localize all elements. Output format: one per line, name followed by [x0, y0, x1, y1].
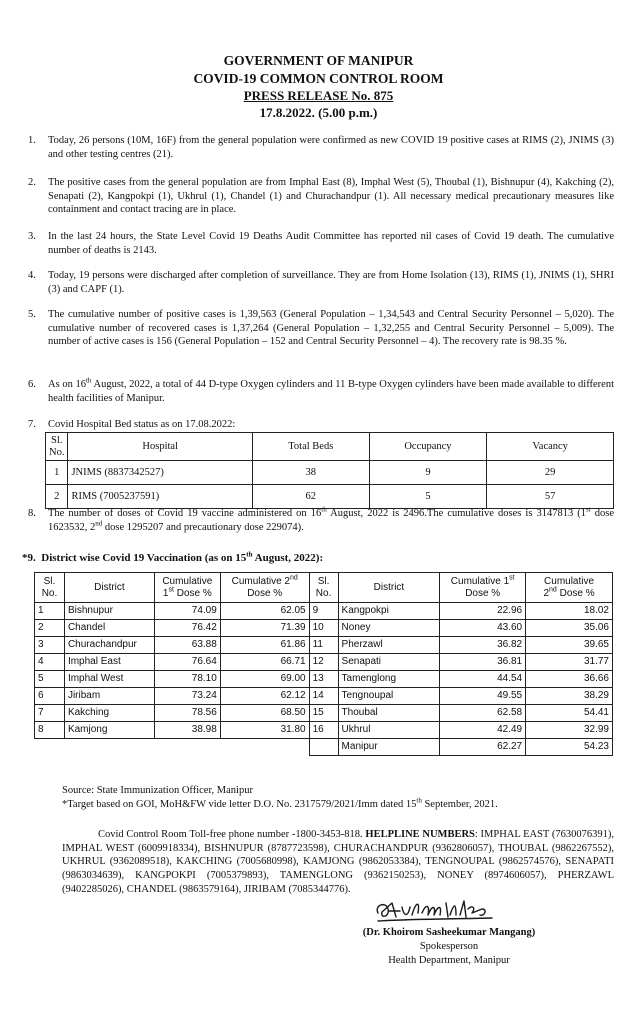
cell-dose2: 36.66 [526, 671, 613, 688]
cell-dose1: 62.58 [440, 705, 526, 722]
cell-sl: 7 [35, 705, 65, 722]
cell-vacancy: 29 [487, 461, 614, 485]
cell-sl: 2 [46, 485, 68, 509]
cell-dose2: 38.29 [526, 688, 613, 705]
col-cumulative-1st-dose-right: Cumulative 1st Dose % [440, 573, 526, 603]
cell-district: Kakching [64, 705, 154, 722]
signature-image [372, 895, 522, 927]
item-2 [28, 176, 614, 217]
cell-hospital: JNIMS (8837342527) [68, 461, 253, 485]
header-control-room: COVID-19 COMMON CONTROL ROOM [193, 71, 444, 86]
item-text: In the last 24 hours, the State Level Covid 19 Deaths Audit Committee has reported nil cases of Covid 19 death. The cumulative number of deaths is 2143. [48, 231, 614, 256]
cell-sl: 12 [309, 654, 338, 671]
signatory-role: Spokesperson [419, 941, 479, 953]
item-number: 8. [28, 508, 36, 519]
cell-dose2: 71.39 [220, 620, 309, 637]
item-number: 6. [28, 379, 36, 390]
table-row [35, 620, 613, 637]
item-number: 1. [28, 135, 36, 146]
source-note: Source: State Immunization Officer, Manipur [62, 785, 253, 796]
col-district-right: District [338, 573, 440, 603]
cell-sl: 5 [35, 671, 65, 688]
col-vacancy: Vacancy [487, 433, 614, 461]
col-sl-no: Sl. No. [35, 573, 65, 603]
cell-district: Tamenglong [338, 671, 440, 688]
cell-dose1: 78.10 [154, 671, 220, 688]
cell-dose1: 36.81 [440, 654, 526, 671]
cell-dose2: 35.06 [526, 620, 613, 637]
cell-sl: 1 [35, 603, 65, 620]
cell-vacancy: 57 [487, 485, 614, 509]
cell-dose2: 32.99 [526, 722, 613, 739]
cell-total-beds: 38 [252, 461, 369, 485]
col-total-beds: Total Beds [252, 433, 369, 461]
table-row [35, 671, 613, 688]
item-1 [28, 134, 614, 161]
header-government: GOVERNMENT OF MANIPUR [223, 53, 414, 68]
cell-sl: 11 [309, 637, 338, 654]
cell-dose1: 63.88 [154, 637, 220, 654]
cell-district: Ukhrul [338, 722, 440, 739]
signature-block [344, 926, 554, 969]
cell-dose1: 76.64 [154, 654, 220, 671]
cell-sl: 2 [35, 620, 65, 637]
cell-dose2: 54.41 [526, 705, 613, 722]
col-cumulative-2nd-dose-right: Cumulative 2nd Dose % [526, 573, 613, 603]
table-row [35, 722, 613, 739]
cell-dose1-total: 62.27 [440, 739, 526, 756]
district-vaccination-table [34, 572, 613, 756]
cell-district: Jiribam [64, 688, 154, 705]
target-note: *Target based on GOI, MoH&FW vide letter D.O. No. 2317579/2021/Imm dated 15th September, 2021. [62, 796, 498, 810]
table-total-row [35, 739, 613, 756]
cell-district: Churachandpur [64, 637, 154, 654]
cell-dose1: 78.56 [154, 705, 220, 722]
item-number: 7. [28, 419, 36, 430]
cell-dose1: 76.42 [154, 620, 220, 637]
col-hospital: Hospital [68, 433, 253, 461]
col-occupancy: Occupancy [369, 433, 487, 461]
cell-sl: 13 [309, 671, 338, 688]
cell-dose1: 42.49 [440, 722, 526, 739]
cell-sl: 8 [35, 722, 65, 739]
item-text: Today, 19 persons were discharged after completion of surveillance. They are from Home Isolation (13), RIMS (1), JNIMS (1), SHRI (3) and CAPF (1). [48, 270, 614, 295]
cell-hospital: RIMS (7005237591) [68, 485, 253, 509]
cell-dose2: 39.65 [526, 637, 613, 654]
cell-sl: 14 [309, 688, 338, 705]
item-3 [28, 230, 614, 257]
cell-dose2: 68.50 [220, 705, 309, 722]
cell-total-beds: 62 [252, 485, 369, 509]
table-row [46, 485, 614, 509]
header-press-release-number: PRESS RELEASE No. 875 [243, 88, 394, 103]
cell-dose1: 73.24 [154, 688, 220, 705]
item-6 [28, 378, 614, 405]
cell-district: Imphal East [64, 654, 154, 671]
cell-district-total: Manipur [338, 739, 440, 756]
item-text: Covid Hospital Bed status as on 17.08.2022: [48, 419, 236, 430]
signatory-department: Health Department, Manipur [388, 955, 510, 967]
cell-dose1: 38.98 [154, 722, 220, 739]
col-cumulative-1st-dose: Cumulative 1st Dose % [154, 573, 220, 603]
item-8 [28, 507, 614, 534]
cell-district: Tengnoupal [338, 688, 440, 705]
item-text: The cumulative number of positive cases is 1,39,563 (General Population – 1,34,543 and Central Security Personnel – 5,020). The cumulative number of recovered cases is 1,37,264 (General Population – 1,32,255 and Central Security Personnel – 5,009). The number of active cases is 156 (General Population – 152 and Central Security Personnel – 4). The recovery rate is 98.35 %. [48, 309, 614, 348]
table-row [46, 461, 614, 485]
cell-dose2-total: 54.23 [526, 739, 613, 756]
item-9-heading: *9. District wise Covid 19 Vaccination (as on 15th August, 2022): [22, 550, 324, 564]
col-district: District [64, 573, 154, 603]
cell-district: Noney [338, 620, 440, 637]
cell-district: Senapati [338, 654, 440, 671]
cell-occupancy: 5 [369, 485, 487, 509]
item-number: 5. [28, 309, 36, 320]
item-text: The number of doses of Covid 19 vaccine administered on 16th August, 2022 is 2496.The cumulative doses is 3147813 (1st dose 1623532, 2nd dose 1295207 and precautionary dose 229074). [48, 505, 615, 533]
col-sl-no-right: Sl. No. [309, 573, 338, 603]
table-row [35, 688, 613, 705]
cell-sl: 6 [35, 688, 65, 705]
hospital-bed-table [45, 432, 614, 509]
cell-sl: 3 [35, 637, 65, 654]
cell-sl: 15 [309, 705, 338, 722]
cell-district: Thoubal [338, 705, 440, 722]
table-header-row [46, 433, 614, 461]
col-sl-no: Sl. No. [46, 433, 68, 461]
table-row [35, 654, 613, 671]
cell-dose1: 22.96 [440, 603, 526, 620]
item-number: 4. [28, 270, 36, 281]
cell-sl: 16 [309, 722, 338, 739]
header-date: 17.8.2022. (5.00 p.m.) [259, 105, 378, 120]
cell-district: Imphal West [64, 671, 154, 688]
cell-sl: 10 [309, 620, 338, 637]
cell-dose2: 31.80 [220, 722, 309, 739]
cell-dose2: 66.71 [220, 654, 309, 671]
cell-sl: 1 [46, 461, 68, 485]
cell-dose1: 43.60 [440, 620, 526, 637]
cell-district: Kangpokpi [338, 603, 440, 620]
table-row [35, 705, 613, 722]
signatory-name: (Dr. Khoirom Sasheekumar Mangang) [362, 927, 536, 938]
cell-dose2: 62.12 [220, 688, 309, 705]
item-text: The positive cases from the general population are from Imphal East (8), Imphal West (5), Thoubal (1), Bishnupur (4), Kakching (2), Senapati (2), Kangpokpi (1), Ukhrul (1), Chandel (1) and Churachandpur (1). All necessary medical precautionary measures like containment and contact tracing are in place. [48, 177, 614, 216]
table-header-row [35, 573, 613, 603]
cell-sl: 9 [309, 603, 338, 620]
cell-dose1: 36.82 [440, 637, 526, 654]
cell-dose1: 44.54 [440, 671, 526, 688]
table-row [35, 637, 613, 654]
item-7 [28, 418, 614, 432]
cell-district: Pherzawl [338, 637, 440, 654]
cell-dose2: 18.02 [526, 603, 613, 620]
cell-district: Bishnupur [64, 603, 154, 620]
cell-dose2: 61.86 [220, 637, 309, 654]
cell-occupancy: 9 [369, 461, 487, 485]
item-text: As on 16th August, 2022, a total of 44 D-type Oxygen cylinders and 11 B-type Oxygen cylinders have been made available to different health facilities of Manipur. [48, 376, 614, 404]
item-number: 3. [28, 231, 36, 242]
item-number: 2. [28, 177, 36, 188]
item-text: Today, 26 persons (10M, 16F) from the general population were confirmed as new COVID 19 positive cases at RIMS (2), JNIMS (3) and other testing centres (21). [48, 135, 614, 160]
table-row [35, 603, 613, 620]
cell-dose2: 69.00 [220, 671, 309, 688]
cell-dose1: 74.09 [154, 603, 220, 620]
cell-dose2: 31.77 [526, 654, 613, 671]
cell-district: Chandel [64, 620, 154, 637]
item-5 [28, 308, 614, 349]
cell-sl: 4 [35, 654, 65, 671]
cell-district: Kamjong [64, 722, 154, 739]
item-4 [28, 269, 614, 296]
helpline-paragraph: Covid Control Room Toll-free phone number -1800-3453-818. HELPLINE NUMBERS: IMPHAL EAST (7630076391), IMPHAL WEST (6009918334), BISHNUPUR (8787723598), CHURACHANDPUR (9362806057), THOUBAL (9862267552), UKHRUL (9362089518), KAKCHING (7005680998), KAMJONG (9862053384), TENGNOUPAL (9862574576), SENAPATI (9863034639), KANGPOKPI (7005379893), TAMENGLONG (9362150253), NONEY (8974606057), PHERZAWL (9402285026), CHANDEL (9863579164), JIRIBAM (7085344776). [62, 829, 614, 895]
col-cumulative-2nd-dose: Cumulative 2nd Dose % [220, 573, 309, 603]
cell-dose2: 62.05 [220, 603, 309, 620]
cell-dose1: 49.55 [440, 688, 526, 705]
